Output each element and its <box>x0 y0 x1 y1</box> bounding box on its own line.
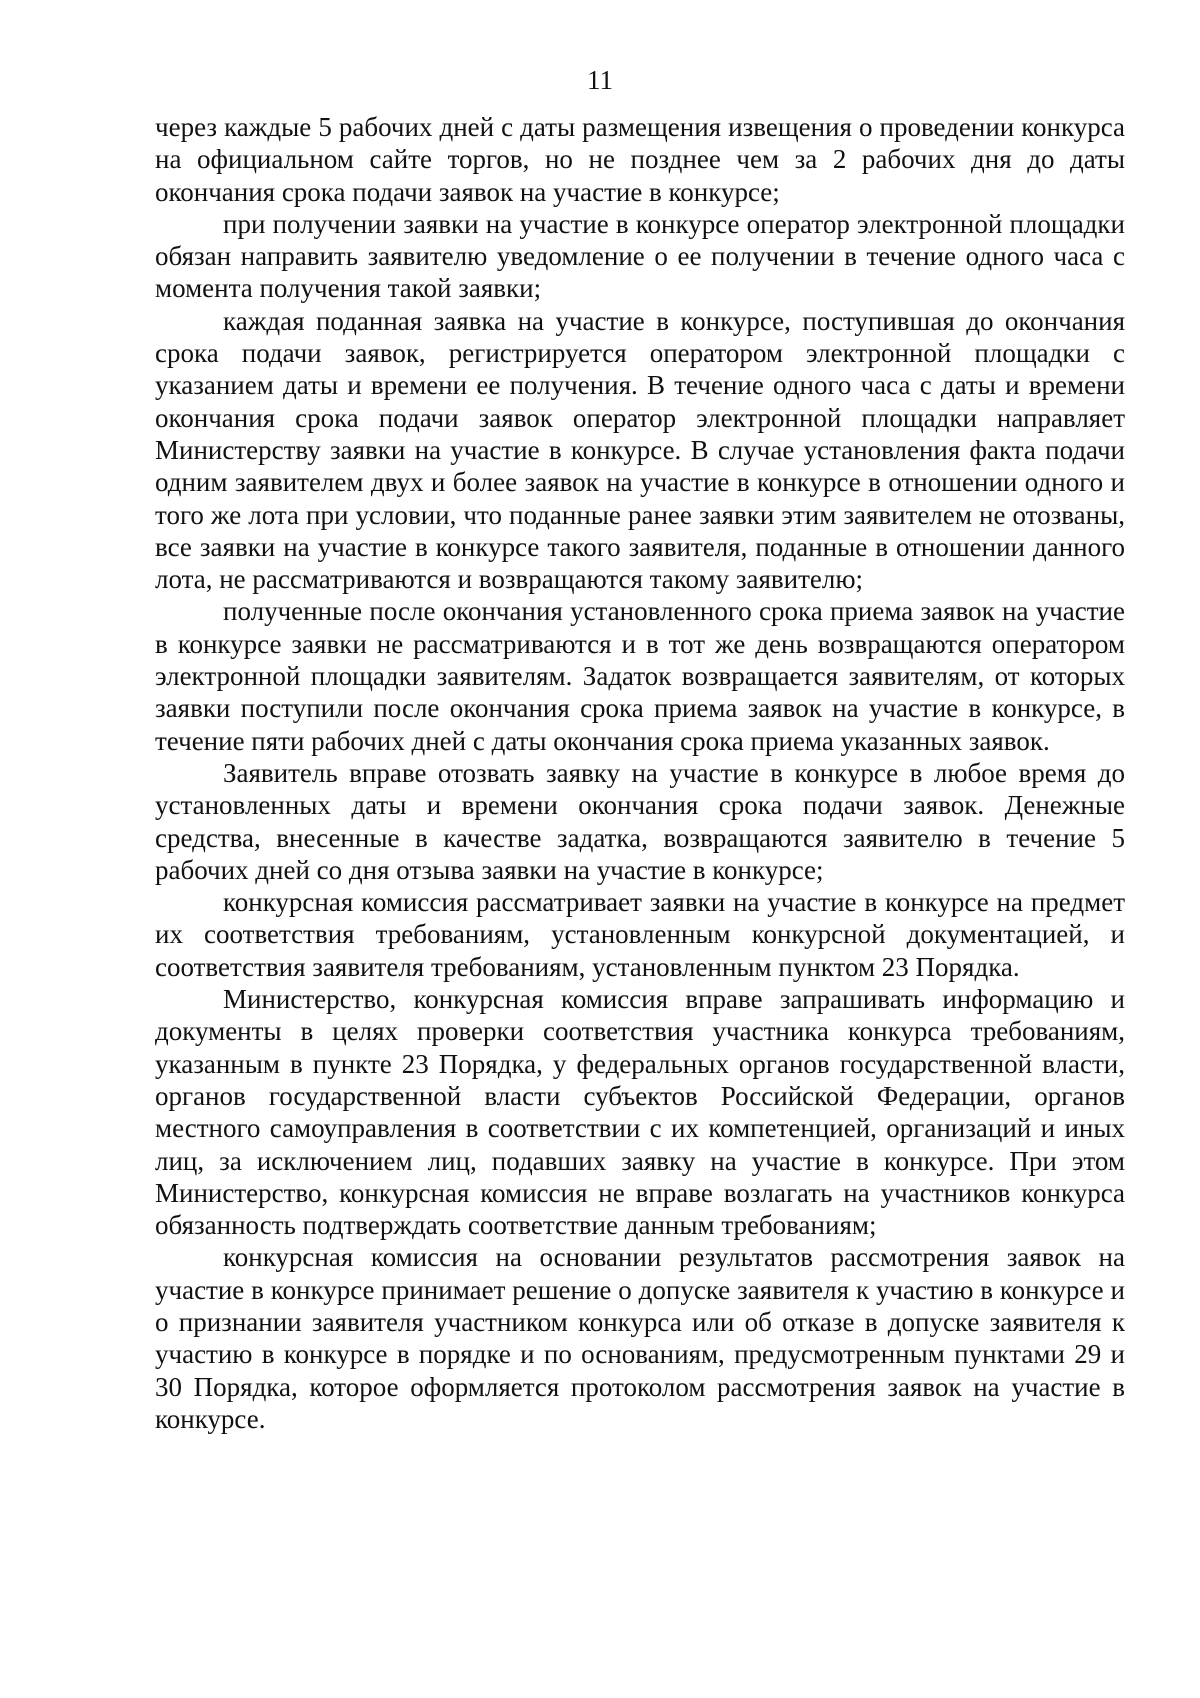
paragraph-1: через каждые 5 рабочих дней с даты размещения извещения о проведении конкурса на официальном сайте торгов, но не позднее чем за 2 рабочих дня до даты окончания срока подачи заявок на участие в конкурсе; <box>155 112 1125 207</box>
paragraph-3: каждая поданная заявка на участие в конкурсе, поступившая до окончания срока подачи заявок, регистрируется оператором электронной площадки с указанием даты и времени ее получения. В течение одного часа с даты и времени окончания срока подачи заявок оператор электронной площадки направляет Министерству заявки на участие в конкурсе. В случае установления факта подачи одним заявителем двух и более заявок на участие в конкурсе в отношении одного и того же лота при условии, что поданные ранее заявки этим заявителем не отозваны, все заявки на участие в конкурсе такого заявителя, поданные в отношении данного лота, не рассматриваются и возвращаются такому заявителю; <box>155 305 1125 595</box>
paragraph-7: Министерство, конкурсная комиссия вправе запрашивать информацию и документы в целях проверки соответствия участника конкурса требованиям, указанным в пункте 23 Порядка, у федеральных органов государственной власти, органов государственной власти субъектов Российской Федерации, органов местного самоуправления в соответствии с их компетенцией, организаций и иных лиц, за исключением лиц, подавших заявку на участие в конкурсе. При этом Министерство, конкурсная комиссия не вправе возлагать на участников конкурса обязанность подтверждать соответствие данным требованиям; <box>155 984 1125 1241</box>
document-body <box>155 111 1125 1435</box>
paragraph-2: при получении заявки на участие в конкурсе оператор электронной площадки обязан направить заявителю уведомление о ее получении в течение одного часа с момента получения такой заявки; <box>155 208 1125 304</box>
paragraph-6: конкурсная комиссия рассматривает заявки на участие в конкурсе на предмет их соответствия требованиям, установленным конкурсной документацией, и соответствия заявителя требованиям, установленным пунктом 23 Порядка. <box>155 887 1125 982</box>
paragraph-5: Заявитель вправе отозвать заявку на участие в конкурсе в любое время до установленных даты и времени окончания срока подачи заявок. Денежные средства, внесенные в качестве задатка, возвращаются заявителю в течение 5 рабочих дней со дня отзыва заявки на участие в конкурсе; <box>155 757 1125 885</box>
page-number: 11 <box>587 65 613 95</box>
paragraph-8: конкурсная комиссия на основании результатов рассмотрения заявок на участие в конкурсе принимает решение о допуске заявителя к участию в конкурсе и о признании заявителя участником конкурса или об отказе в допуске заявителя к участию в конкурсе в порядке и по основаниям, предусмотренным пунктами 29 и 30 Порядка, которое оформляется протоколом рассмотрения заявок на участие в конкурсе. <box>155 1242 1125 1434</box>
paragraph-4: полученные после окончания установленного срока приема заявок на участие в конкурсе заявки не рассматриваются и в тот же день возвращаются оператором электронной площадки заявителям. Задаток возвращается заявителям, от которых заявки поступили после окончания срока приема заявок на участие в конкурсе, в течение пяти рабочих дней с даты окончания срока приема указанных заявок. <box>155 596 1125 756</box>
